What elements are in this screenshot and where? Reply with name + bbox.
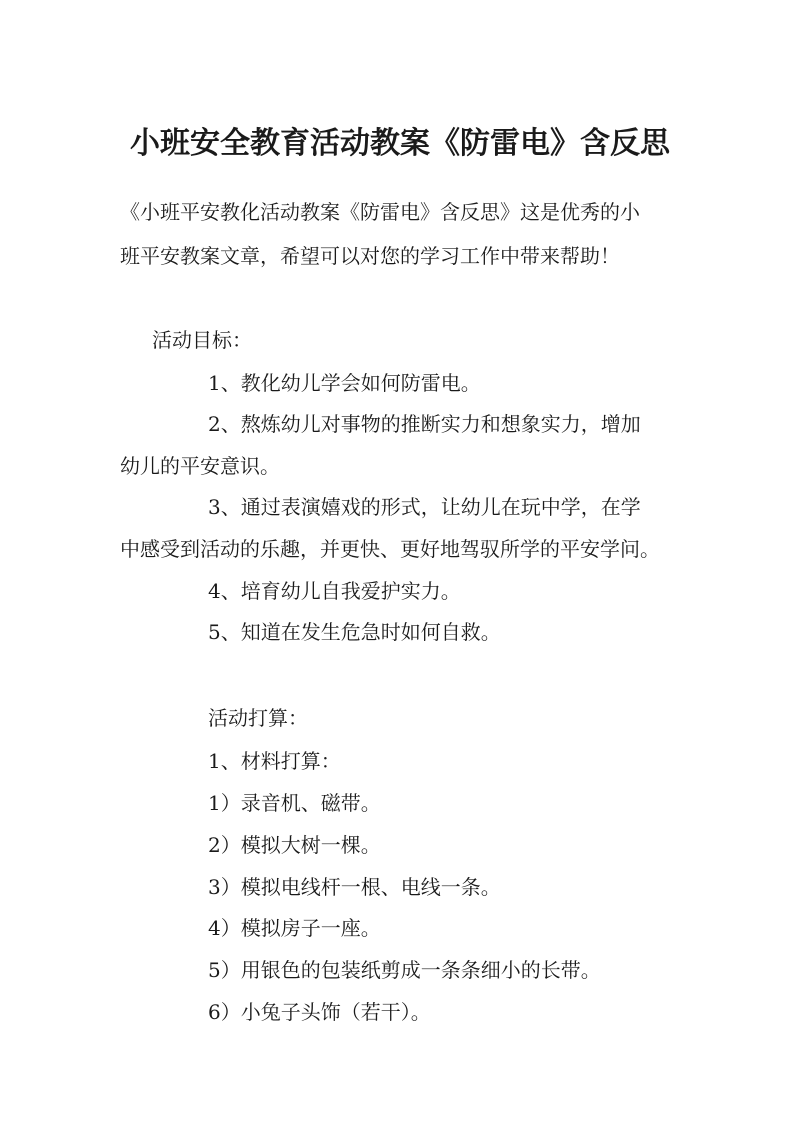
intro-line-2: 班平安教案文章，希望可以对您的学习工作中带来帮助！ (120, 244, 620, 268)
intro-line-1: 《小班平安教化活动教案《防雷电》含反思》这是优秀的小 (120, 200, 640, 224)
goal-item-3-cont: 中感受到活动的乐趣，并更快、更好地驾驭所学的平安学问。 (120, 537, 660, 561)
prep-item-1: 1、材料打算： (208, 749, 341, 773)
prep-item-4: 3）模拟电线杆一根、电线一条。 (208, 875, 501, 899)
goal-item-3: 3、通过表演嬉戏的形式，让幼儿在玩中学，在学 (208, 495, 641, 519)
prep-item-3: 2）模拟大树一棵。 (208, 833, 381, 857)
prep-heading: 活动打算： (208, 706, 308, 730)
prep-item-2: 1）录音机、磁带。 (208, 791, 381, 815)
prep-item-6: 5）用银色的包装纸剪成一条条细小的长带。 (208, 958, 601, 982)
prep-item-5: 4）模拟房子一座。 (208, 916, 381, 940)
goal-item-1: 1、教化幼儿学会如何防雷电。 (208, 371, 481, 395)
goal-item-4: 4、培育幼儿自我爱护实力。 (208, 579, 461, 603)
prep-item-7: 6）小兔子头饰（若干）。 (208, 1000, 431, 1024)
goal-item-2-cont: 幼儿的平安意识。 (120, 454, 280, 478)
document-title: 小班安全教育活动教案《防雷电》含反思 (130, 126, 670, 161)
goals-heading: 活动目标： (152, 328, 252, 352)
goal-item-2: 2、熬炼幼儿对事物的推断实力和想象实力，增加 (208, 412, 641, 436)
goal-item-5: 5、知道在发生危急时如何自救。 (208, 620, 501, 644)
